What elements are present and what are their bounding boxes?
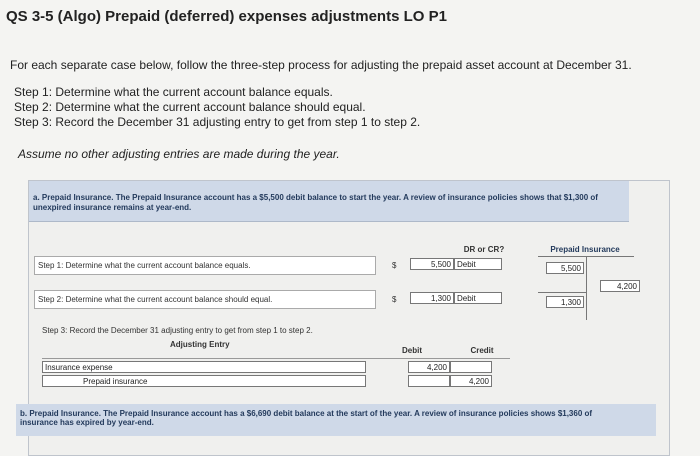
- case-a-heading: a. Prepaid Insurance. The Prepaid Insurance account has a $5,500 debit balance to start the year. A review of insurance policies shows that $1,300 of unexpired insurance remains at year-end.: [29, 181, 629, 222]
- step1-currency: $: [392, 261, 397, 270]
- journal-credit-2-input[interactable]: 4,200: [450, 375, 492, 387]
- dr-cr-header: DR or CR?: [463, 245, 505, 254]
- debit-header: Debit: [402, 346, 422, 355]
- intro-text: For each separate case below, follow the three-step process for adjusting the prepaid asset account at December 31.: [10, 58, 632, 72]
- journal-table: [42, 358, 510, 393]
- steps-list: [14, 85, 420, 130]
- page-title: QS 3-5 (Algo) Prepaid (deferred) expenses adjustments LO P1: [6, 8, 447, 25]
- taccount-divider: [586, 256, 587, 320]
- step3-label: Step 3: Record the December 31 adjusting entry to get from step 1 to step 2.: [42, 326, 313, 335]
- case-b-heading: b. Prepaid Insurance. The Prepaid Insurance account has a $6,690 debit balance at the start of the year. A review of insurance policies shows $1,360 of insurance has expired by year-end.: [16, 404, 656, 436]
- step1-amount-input[interactable]: 5,500: [410, 258, 454, 270]
- journal-account-2-input[interactable]: Prepaid insurance: [42, 375, 366, 387]
- taccount-right-input[interactable]: 4,200: [600, 280, 640, 292]
- journal-account-1-input[interactable]: Insurance expense: [42, 361, 366, 373]
- step2-currency: $: [392, 295, 397, 304]
- step2-amount-input[interactable]: 1,300: [410, 292, 454, 304]
- step-2-text: Step 2: Determine what the current account balance should equal.: [14, 100, 366, 114]
- step2-label: Step 2: Determine what the current account balance should equal.: [38, 295, 273, 304]
- step2-drcr-select[interactable]: Debit: [454, 292, 502, 304]
- step1-drcr-select[interactable]: Debit: [454, 258, 502, 270]
- taccount-left-top-input[interactable]: 5,500: [546, 262, 584, 274]
- assumption-text: Assume no other adjusting entries are made during the year.: [18, 147, 340, 161]
- step1-label: Step 1: Determine what the current account balance equals.: [38, 261, 251, 270]
- journal-debit-1-input[interactable]: 4,200: [408, 361, 450, 373]
- credit-header: Credit: [470, 346, 494, 355]
- journal-credit-1-input[interactable]: [450, 361, 492, 373]
- taccount-left-bottom-input[interactable]: 1,300: [546, 296, 584, 308]
- journal-header: Adjusting Entry: [170, 340, 230, 349]
- taccount-balance-line: [538, 292, 586, 293]
- taccount-header: Prepaid Insurance: [550, 245, 620, 254]
- step-1-text: Step 1: Determine what the current account balance equals.: [14, 85, 333, 99]
- journal-debit-2-input[interactable]: [408, 375, 450, 387]
- step-3-text: Step 3: Record the December 31 adjusting entry to get from step 1 to step 2.: [14, 115, 421, 129]
